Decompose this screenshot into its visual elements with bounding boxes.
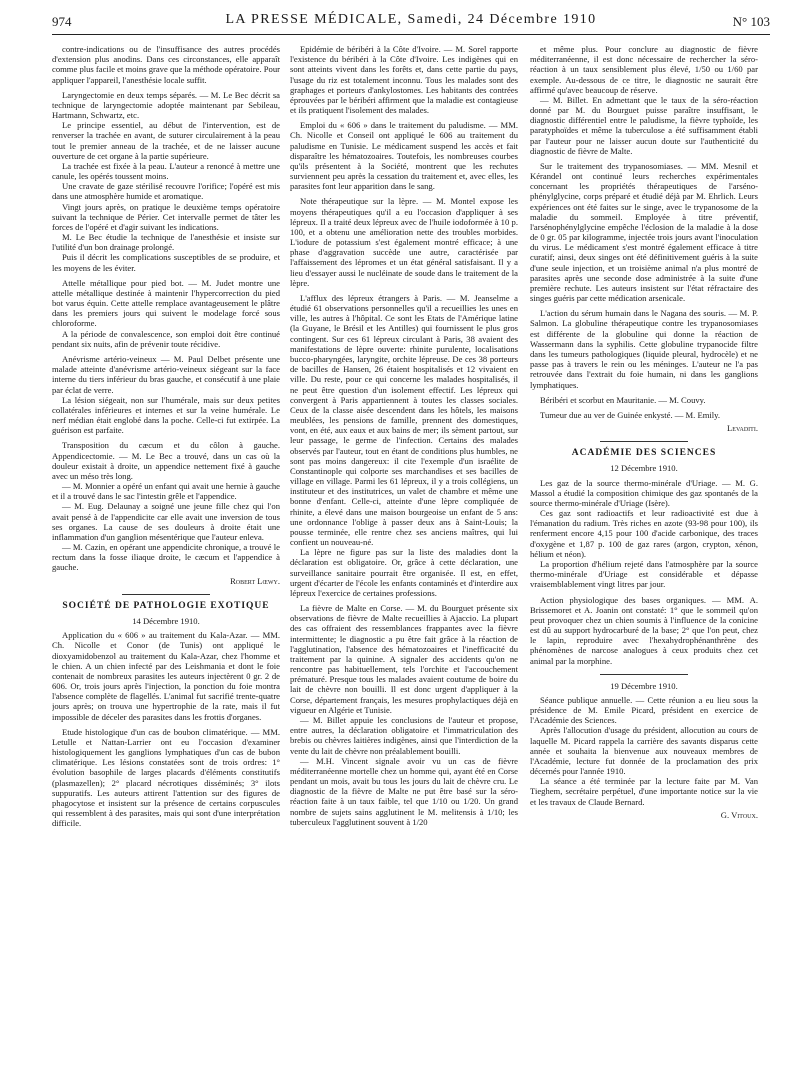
paragraph: L'action du sérum humain dans le Nagana des souris. — M. P. Salmon. La globuline thérapeutique contre les trypanosomiases est différente de la globuline qui donne la réaction de Wassermann dans la syphilis. Cette globuline trypanocide filtre dans les tumeurs pathologiques (liquide pleural, hydrocèle) et ne passe pas à travers le rein ou les méninges. L'auteur ne l'a pas retrouvée dans l'extrait du foie humain, ni dans les ganglions lymphatiques. (530, 308, 758, 390)
issue-number: N° 103 (732, 14, 770, 29)
paragraph: Les gaz de la source thermo-minérale d'Uriage. — M. G. Massol a étudié la composition chimique des gaz spontanés de la source thermo-minérale d'Uriage (Isère). (530, 477, 758, 508)
signature: Levaditi. (727, 423, 758, 434)
paragraph: Action physiologique des bases organiques. — MM. A. Brissemoret et A. Joanin ont constaté: 1° que le sommeil qu'on peut provoquer chez un chien soumis à l'influence de la conicine est dû au support hydrocarburé de la base; 2° que l'on peut, chez le lapin, reproduire avec l'hexahydrophénanthrène des phénomènes de narcose analogues à ceux produits chez cet animal par la morphine. (530, 594, 758, 666)
section-date: 19 Décembre 1910. (610, 680, 678, 691)
paragraph: Attelle métallique pour pied bot. — M. Judet montre une attelle métallique destinée à maintenir l'hypercorrection du pied bot varus équin. Cette attelle remplace avantageusement le plâtre dans les premiers jours qui suivent le modelage forcé sous chloroforme. (52, 277, 280, 329)
header-rule (52, 34, 770, 35)
paragraph: La lésion siégeait, non sur l'humérale, mais sur deux petites collatérales inférieures et internes et sur la veine humérale. Le nerf médian était englobé dans la poche. Celle-ci fut extirpée. La guérison est parfaite. (52, 394, 280, 436)
signature: Robert Lœwy. (230, 575, 280, 586)
paragraph: Transposition du cæcum et du côlon à gauche. Appendicectomie. — M. Le Bec a trouvé, dans un cas où la douleur existait à droite, un appendice nettement fixé à gauche avec un méso très long. (52, 440, 280, 481)
paragraph: A la période de convalescence, son emploi doit être continué pendant six nuits, afin de prévenir toute récidive. (52, 328, 280, 349)
paragraph: — M. Cazin, en opérant une appendicite chronique, a trouvé le rectum dans la fosse iliaque droite, le cæcum et l'appendice à gauche. (52, 542, 280, 573)
paragraph: — M. Eug. Delaunay a soigné une jeune fille chez qui l'on avait pensé à de l'appendicite car elle avait une inversion de tous ses organes. La cause de ses douleurs à droite était une inflammation d'un ganglion mésentérique que l'auteur enleva. (52, 501, 280, 542)
paragraph: La trachée est fixée à la peau. L'auteur a renoncé à mettre une canule, les opérés toussent moins. (52, 160, 280, 182)
paragraph: Ces gaz sont radioactifs et leur radioactivité est due à l'émanation du radium. Très riches en azote (93-98 pour 100), ils renferment encore 4,15 pour 100 d'acide carbonique, des traces d'oxygène et 1,87 p. 100 de gaz rares (argon, crypton, xénon, hélium et néon). (530, 508, 758, 559)
paragraph: Epidémie de béribéri à la Côte d'Ivoire. — M. Sorel rapporte l'existence du béribéri à la Côte d'Ivoire. Les indigènes qui en sont atteints vivent dans les forêts et, dans cette partie du pays, l'usage du riz est totalement inconnu. Tous les malades sont des graphages et porteurs d'ankylostomes. Les habitants des contrées éprouvées par le béribéri affirment que la maladie est contagieuse et ils pratiquent l'isolement des malades. (290, 44, 518, 116)
paragraph: Béribéri et scorbut en Mauritanie. — M. Couvy. (540, 394, 706, 405)
paragraph: Le principe essentiel, au début de l'intervention, est de renverser la trachée en avant, de suturer circulairement à la peau tout le premier anneau de la trachée, et de ne laisser aucune ouverture de cet organe à la partie supérieure. (52, 120, 280, 161)
paragraph: — M. Billet. En admettant que le taux de la séro-réaction donné par M. du Bourguet puisse paraître insuffisant, le diagnostic différentiel entre le paludisme, la fièvre typhoïde, les paratyphoïdes et même la tuberculose a été suffisamment établi par l'auteur pour ne laisser aucun doute sur l'authenticité du diagnostic de fièvre de Malte. (530, 94, 758, 156)
column-1 (52, 44, 280, 1074)
column-2 (290, 44, 518, 1074)
paragraph: La fièvre de Malte en Corse. — M. du Bourguet présente six observations de fièvre de Malte recueillies à Ajaccio. La plupart des cas offraient des ressemblances frappantes avec la fièvre intermittente; le diagnostic a pu être fait grâce à la réaction de l'agglutination, l'absence des hématozoaires et l'inefficacité du traitement par la quinine. A signaler des accidents qu'on ne rencontre pas habituellement, tels l'orchite et l'accouchement prématuré. Presque tous les malades avaient coutume de boire du lait de chèvre non bouilli. Il est donc urgent d'appliquer à la Corse, département français, les mesures prophylactiques déjà en vigueur en Algérie et Tunisie. (290, 603, 518, 715)
paragraph: Etude histologique d'un cas de boubon climatérique. — MM. Letulle et Nattan-Larrier ont eu l'occasion d'examiner histologiquement les ganglions lymphatiques d'un cas de bubon climatérique. Les lésions constatées sont de trois ordres: 1° évolution basophile de larges placards d'éléments constitutifs (plasmazellen); 2° placard nécrotiques disséminés; 3° ilots suppuratifs. Les auteurs attirent l'attention sur des figures de phagocytose et insistent sur la présence de certains corpuscules qui ressemblent à des parasites, mais qui sont d'une interprétation difficile. (52, 726, 280, 829)
paragraph: La proportion d'hélium rejeté dans l'atmosphère par la source thermo-minérale d'Uriage est considérable et dépasse vraisemblablement vingt litres par jour. (530, 558, 758, 590)
section-divider (122, 594, 210, 595)
paragraph: — M.H. Vincent signale avoir vu un cas de fièvre méditerranéenne mortelle chez un homme qui, ayant été en Corse pendant un mois, avait bu tous les jours du lait de chèvre cru. Le diagnostic de la fièvre de Malte ne put être basé sur la séro-réaction faite à un taux faible, tel que 1/10 ou 1/20. Un grand nombre de sujets sains agglutinent le M. melitensis à 1/10; les tuberculeux l'agglutinent souvent à 1/20 (290, 755, 518, 827)
paragraph: M. Le Bec étudie la technique de l'anesthésie et insiste sur l'utilité d'un bon drainage prolongé. (52, 232, 280, 253)
paragraph: L'afflux des lépreux étrangers à Paris. — M. Jeanselme a étudié 61 observations personnelles qu'il a recueillies les unes en ville, les autres à l'hôpital. Ce sont les Etats de l'Amérique latine (la Guyane, le Brésil et les Antilles) qui fournissent le plus gros contingent. Sur ces 61 lépreux circulant à Paris, 38 avaient des manifestations de lèpre ouverte: rhinite purulente, localisations bucco-pharyngées, laryngite, orchite lépreuse. De ces 38 porteurs de bacilles de Hansen, 26 étaient hospitalisés et 12 vivaient en ville. Du reste, pour ce qui concerne les malades hospitalisés, il ne peut être question d'un isolement effectif. Les lépreux qui convergent à Paris appartiennent à toutes les classes sociales. Ceux de la classe aisée descendent dans les hôtels, les maisons meublées, les pensions de famille, prennent des domestiques, vont, en été, aux eaux et aux bains de mer; ils sèment partout, sur leur passage, le germe de l'infection. Certains des malades observés par l'auteur, tout en étant de conditions plus humbles, ne sont pas moins dangereux: il cite l'exemple d'un israélite de Constantinople qui colporte ses marchandises et ses bacilles de village en village. Parmi les 61 lépreux, il y a trois collégiens, un instituteur et des institutrices, un valet de chambre et même une bonne d'enfant. Celle-ci, atteinte d'une lèpre compliquée de rhinite, a élevé dans une maison bourgeoise un enfant de 5 ans: une ordonnance l'oblige à passer deux ans à Saint-Louis; la pousse terminée, elle rentre chez ses anciens maîtres, qui lui confient un nouveau-né. (290, 292, 518, 548)
page-header (52, 12, 770, 34)
paragraph: Emploi du « 606 » dans le traitement du paludisme. — MM. Ch. Nicolle et Conseil ont appliqué le 606 au traitement du paludisme en Tunisie. Le médicament suspend les accès et fait disparaître les hématozoaires. Toutefois, les nombreuses courbes qu'ils présentent à la Société, montrent que les rechutes surviennent peu après la cessation du traitement et, avec elles, les parasites font leur apparition dans le sang. (290, 120, 518, 192)
paragraph: Sur le traitement des trypanosomiases. — MM. Mesnil et Kérandel ont continué leurs recherches expérimentales concernant les propriétés thérapeutiques de l'arséno-phénylglycine, corps préparé et étudié déjà par M. Ehrlich. Leurs expériences ont été faites sur le singe, avec le trypanosome de la maladie du sommeil. Employée à titre préventif, l'arsénophénylglycine empêche l'éclosion de la maladie à la dose de 0 gr. 05 par kilogramme, injectée trois jours avant l'inoculation du virus. Le médicament s'est montré également efficace à titre curatif; ainsi, deux singes ont été définitivement guéris à la suite d'une seule injection, et un troisième animal n'a plus montré de parasites après une seconde dose administrée à la suite d'une première rechute. Les auteurs insistent sur l'état réfractaire des singes guéris par cette médication arsenicale. (530, 160, 758, 304)
section-date: 12 Décembre 1910. (610, 463, 678, 474)
column-3 (530, 44, 758, 1074)
paragraph: Après l'allocution d'usage du président, allocution au cours de laquelle M. Picard rappela la carrière des savants disparus cette année et souhaita la bienvenue aux nouveaux membres de l'Académie, lecture fut donnée de la proclamation des prix décernés pour l'année 1910. (530, 725, 758, 777)
paragraph: Tumeur due au ver de Guinée enkysté. — M. Emily. (540, 409, 721, 420)
paragraph: — M. Monnier a opéré un enfant qui avait une hernie à gauche et il a trouvé dans le sac l'intestin grêle et l'appendice. (52, 481, 280, 502)
section-title: ACADÉMIE DES SCIENCES (571, 448, 717, 459)
section-divider (600, 441, 688, 442)
section-title: SOCIÉTÉ DE PATHOLOGIE EXOTIQUE (62, 600, 270, 611)
paragraph: Anévrisme artério-veineux — M. Paul Delbet présente une malade atteinte d'anévrisme artério-veineux siégeant sur la face interne du tiers inférieur du bras gauche, et consécutif à une plaie par éclat de verre. (52, 353, 280, 395)
paragraph: Application du « 606 » au traitement du Kala-Azar. — MM. Ch. Nicolle et Conor (de Tunis) ont appliqué le dioxyamidobenzol au traitement du Kala-Azar, chez l'homme et le chien. A un chien infecté par des Leishmania et dont le foie contenait de nombreux parasites les auteurs injectèrent 0 gr. 2 de 606. Or, trois jours après l'injection, la ponction du foie montra l'absence complète de flagellés. L'animal fut sacrifié trente-quatre jours après; on trouva une hypertrophie de la rate, mais il fut impossible de déceler des parasites dans les frottis d'organes. (52, 630, 280, 722)
paragraph: La séance a été terminée par la lecture faite par M. Van Tieghem, secrétaire perpétuel, d'une importante notice sur la vie et les travaux de Claude Bernard. (530, 776, 758, 807)
paragraph: Vingt jours après, on pratique le deuxième temps opératoire suivant la technique de Périer. Cet intervalle permet de tâter les forces de l'opéré et d'agir suivant les indications. (52, 201, 280, 232)
section-date: 14 Décembre 1910. (132, 616, 200, 627)
paragraph: La lèpre ne figure pas sur la liste des maladies dont la déclaration est obligatoire. Or, grâce à cette déclaration, une surveillance sanitaire pourrait être organisée. Il est, en effet, urgent d'écarter de l'école les enfants contaminés et d'interdire aux lépreux l'exercice de certaines professions. (290, 547, 518, 598)
paragraph: Laryngectomie en deux temps séparés. — M. Le Bec décrit sa technique de laryngectomie adoptée maintenant par Sebileau, Hartmann, Schwartz, etc. (52, 89, 280, 121)
paragraph: Puis il décrit les complications susceptibles de se produire, et les moyens de les éviter. (52, 252, 280, 273)
signature: G. Vitoux. (720, 809, 758, 820)
paragraph: contre-indications ou de l'insuffisance des autres procédés d'extension plus anodins. Dans ces circonstances, elle apparaît comme plus facile et moins grave que la méthode opératoire. Pour appliquer l'appareil, l'anesthésie locale suffit. (52, 44, 280, 85)
paragraph: Séance publique annuelle. — Cette réunion a eu lieu sous la présidence de M. Emile Picard, président en exercice de l'Académie des Sciences. (530, 694, 758, 726)
paragraph: et même plus. Pour conclure au diagnostic de fièvre méditerranéenne, il est donc nécessaire de rechercher la séro-réaction à un taux sensiblement plus élevé, 1/50 ou 1/60 par exemple. Au-dessous de ce titre, le diagnostic ne saurait être affirmé qu'avec beaucoup de réserve. (530, 44, 758, 95)
paragraph: Note thérapeutique sur la lèpre. — M. Montel expose les moyens thérapeutiques qu'il a eu l'occasion d'appliquer à ses lépreux. Il a traité deux lépreux avec de l'huile iodoformée à 10 p. 100, et a obtenu une amélioration nette des troubles morbides. L'iodure de potassium s'est également montré efficace; à une phase d'aggravation succède une autre, caractérisée par l'affaissement des lépromes et un état général satisfaisant. Il y a lieu d'essayer aussi le nucléinate de soude dans le traitement de la lèpre. (290, 196, 518, 288)
section-divider (600, 674, 688, 675)
page-number: 974 (52, 14, 72, 29)
journal-title: LA PRESSE MÉDICALE, Samedi, 24 Décembre 1910 (225, 12, 597, 27)
paragraph: — M. Billet appuie les conclusions de l'auteur et propose, entre autres, la déclaration obligatoire et l'immatriculation des brebis ou chèvres laitières indigènes, ainsi que l'interdiction de la vente du lait de chèvre non préalablement bouilli. (290, 715, 518, 756)
paragraph: Une cravate de gaze stérilisé recouvre l'orifice; l'opéré est mis dans une atmosphère humide et aromatique. (52, 181, 280, 202)
